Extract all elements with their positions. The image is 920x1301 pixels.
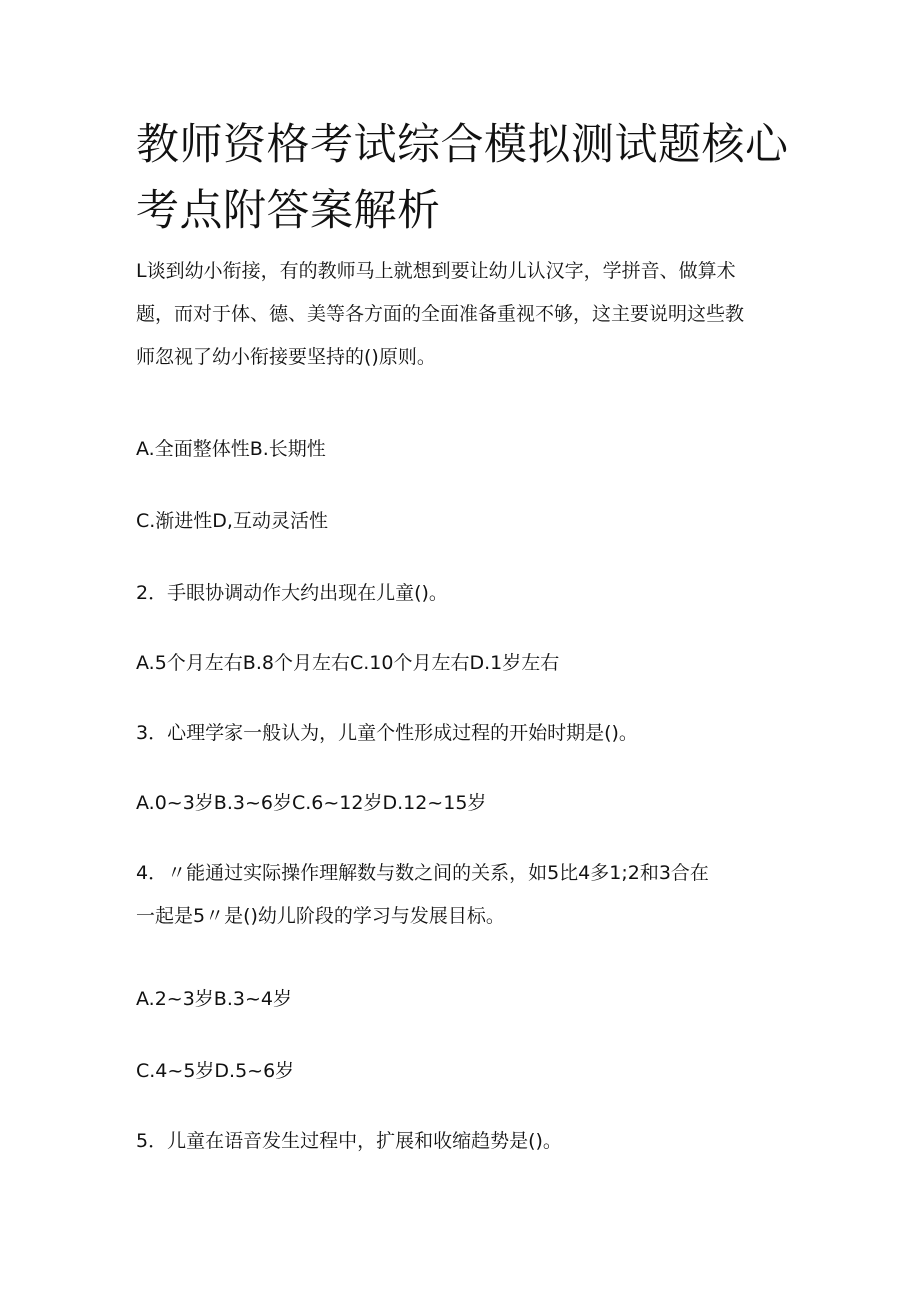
question-line: L谈到幼小衔接，有的教师马上就想到要让幼儿认汉字，学拼音、做算术: [136, 260, 736, 282]
question-line: 3．心理学家一般认为，儿童个性形成过程的开始时期是()。: [136, 722, 638, 744]
question-line: 2．手眼协调动作大约出现在儿童()。: [136, 582, 448, 604]
option-line: C.渐进性D,互动灵活性: [136, 510, 328, 532]
question-1-stem: [136, 250, 796, 379]
question-2-stem: [136, 572, 796, 615]
question-3-stem: [136, 712, 796, 755]
question-5-stem: [136, 1120, 796, 1163]
option-line: A.5个月左右B.8个月左右C.10个月左右D.1岁左右: [136, 652, 560, 674]
question-line: 一起是5〃是()幼儿阶段的学习与发展目标。: [136, 905, 505, 927]
question-line: 题，而对于体、德、美等各方面的全面准备重视不够，这主要说明这些教: [136, 303, 745, 325]
question-1-options: [136, 428, 796, 471]
title-line: 教师资格考试综合模拟测试题核心: [136, 120, 789, 170]
option-line: C.4~5岁D.5~6岁: [136, 1060, 295, 1082]
question-4-stem: [136, 852, 796, 938]
option-line: A.2~3岁B.3~4岁: [136, 988, 292, 1010]
question-line: 5．儿童在语音发生过程中，扩展和收缩趋势是()。: [136, 1130, 562, 1152]
question-2-options: [136, 642, 796, 685]
document-title: [136, 112, 796, 244]
question-4-options: [136, 1050, 796, 1093]
question-1-options: [136, 500, 796, 543]
option-line: A.0~3岁B.3~6岁C.6~12岁D.12~15岁: [136, 792, 487, 814]
question-line: 4．〃能通过实际操作理解数与数之间的关系，如5比4多1;2和3合在: [136, 862, 709, 884]
question-4-options: [136, 978, 796, 1021]
question-line: 师忽视了幼小衔接要坚持的()原则。: [136, 346, 436, 368]
question-3-options: [136, 782, 796, 825]
title-line: 考点附答案解析: [136, 186, 441, 236]
option-line: A.全面整体性B.长期性: [136, 438, 326, 460]
